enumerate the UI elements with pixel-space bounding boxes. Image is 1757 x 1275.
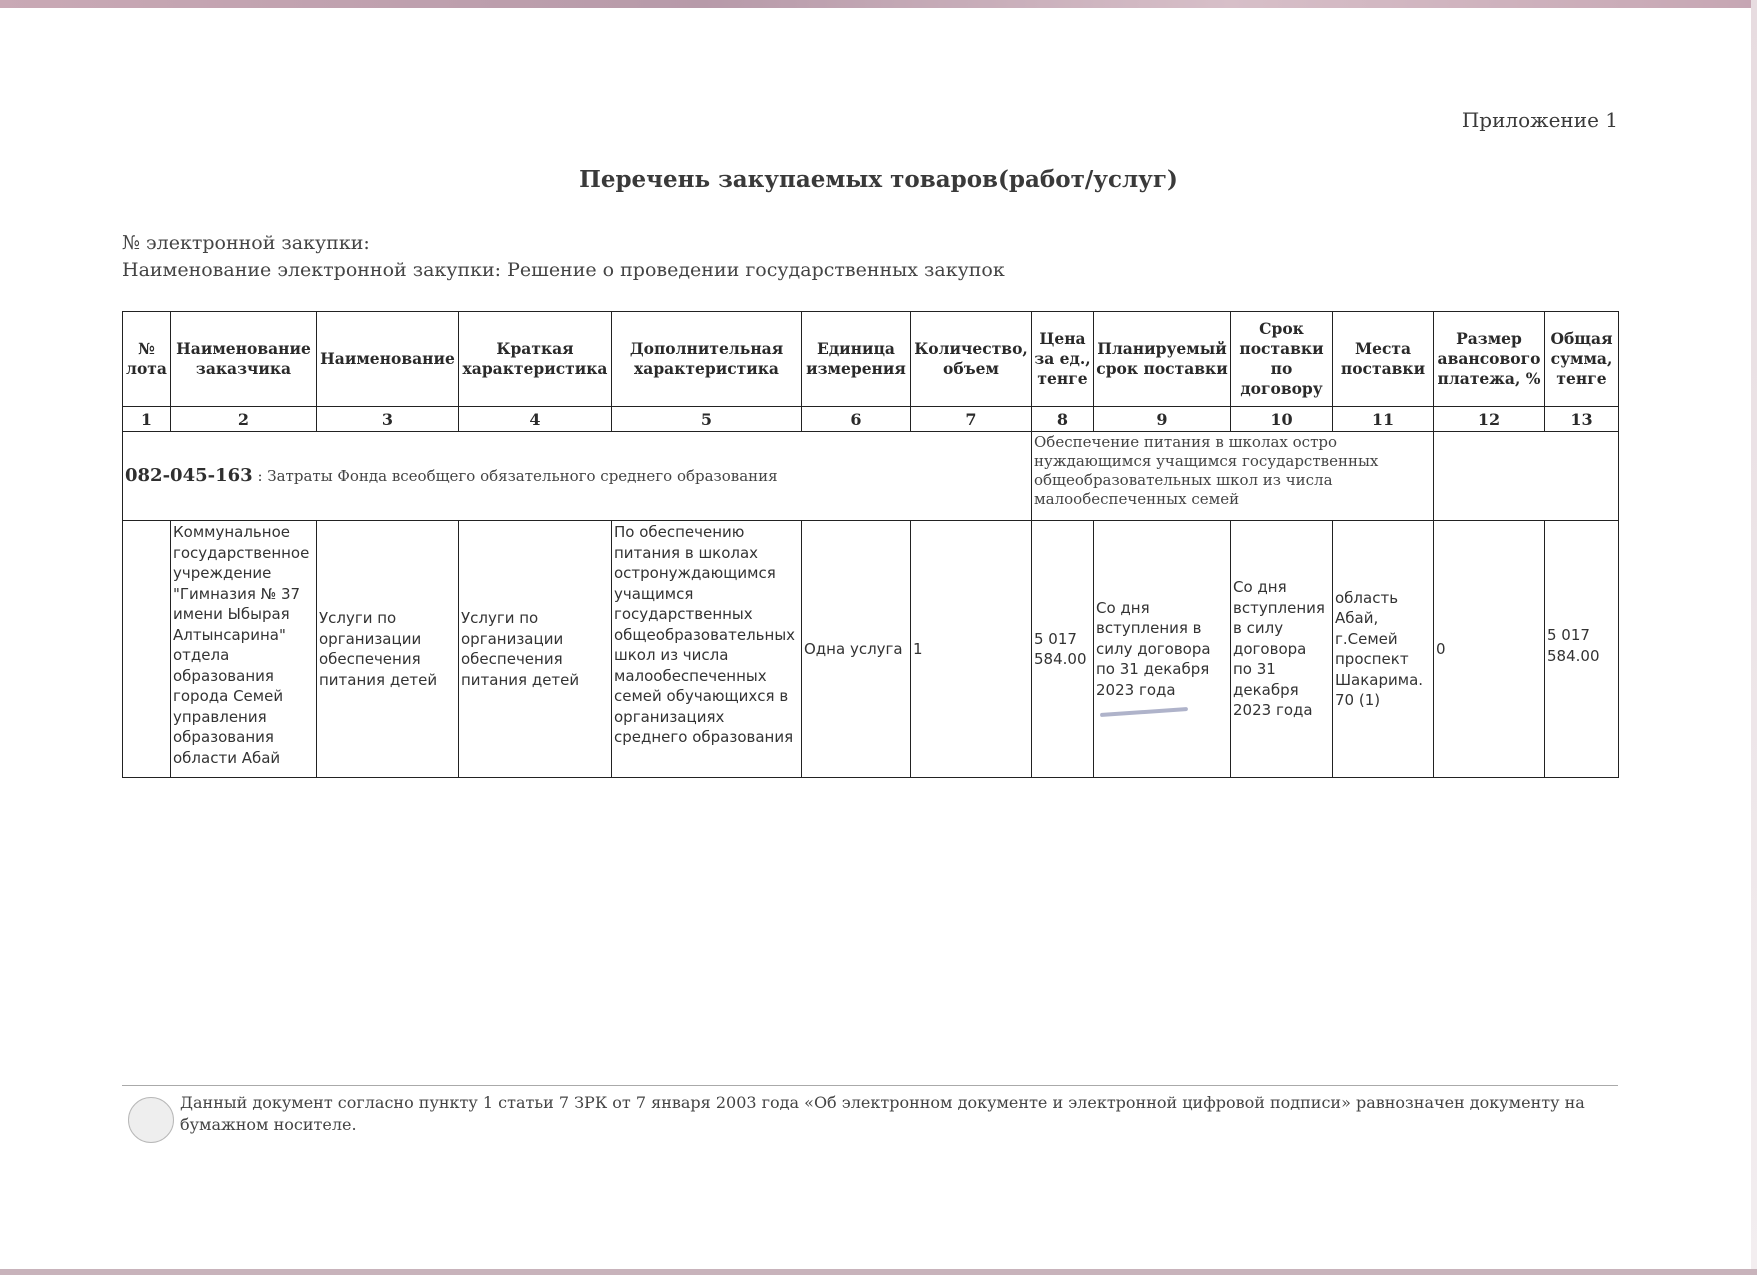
col-num-7: 7 bbox=[911, 407, 1032, 432]
budget-group-cell bbox=[123, 432, 1032, 521]
budget-description: Обеспечение питания в школах остро нуждающимся учащимся государственных общеобразовательных школ из числа малообеспеченных семей bbox=[1032, 432, 1434, 521]
document-title: Перечень закупаемых товаров(работ/услуг) bbox=[579, 166, 1178, 193]
header-planned: Планируемый срок поставки bbox=[1094, 312, 1231, 407]
cell-price: 5 017 584.00 bbox=[1032, 521, 1094, 778]
header-qty: Количество, объем bbox=[911, 312, 1032, 407]
header-customer: Наименование заказчика bbox=[171, 312, 317, 407]
col-num-5: 5 bbox=[612, 407, 802, 432]
procurement-number: № электронной закупки: bbox=[122, 232, 370, 254]
procurement-name: Наименование электронной закупки: Решение о проведении государственных закупок bbox=[122, 259, 1005, 281]
scan-bottom-edge bbox=[0, 1269, 1757, 1275]
cell-short: Услуги по организации обеспечения питания детей bbox=[459, 521, 612, 778]
col-num-12: 12 bbox=[1434, 407, 1545, 432]
col-num-1: 1 bbox=[123, 407, 171, 432]
header-place: Места поставки bbox=[1333, 312, 1434, 407]
appendix-label: Приложение 1 bbox=[1461, 108, 1618, 132]
col-num-8: 8 bbox=[1032, 407, 1094, 432]
col-num-6: 6 bbox=[802, 407, 911, 432]
col-num-3: 3 bbox=[317, 407, 459, 432]
cell-additional: По обеспечению питания в школах остронуждающимся учащимся государственных общеобразовательных школ из числа малообеспеченных семей обучающихся в организациях среднего образования bbox=[612, 521, 802, 778]
footer-legal-note: Данный документ согласно пункту 1 статьи 7 ЗРК от 7 января 2003 года «Об электронном документе и электронной цифровой подписи» равнозначен документу на бумажном носителе. bbox=[180, 1093, 1585, 1134]
col-num-11: 11 bbox=[1333, 407, 1434, 432]
budget-empty-cell bbox=[1434, 432, 1619, 521]
col-num-9: 9 bbox=[1094, 407, 1231, 432]
cell-unit: Одна услуга bbox=[802, 521, 911, 778]
table-row bbox=[123, 521, 1619, 778]
header-price: Цена за ед., тенге bbox=[1032, 312, 1094, 407]
col-num-2: 2 bbox=[171, 407, 317, 432]
col-num-13: 13 bbox=[1545, 407, 1619, 432]
cell-total: 5 017 584.00 bbox=[1545, 521, 1619, 778]
col-num-10: 10 bbox=[1231, 407, 1333, 432]
header-name: Наименование bbox=[317, 312, 459, 407]
cell-qty: 1 bbox=[911, 521, 1032, 778]
cell-contract: Со дня вступления в силу договора по 31 декабря 2023 года bbox=[1231, 521, 1333, 778]
header-advance: Размер авансового платежа, % bbox=[1434, 312, 1545, 407]
header-additional: Дополнительная характеристика bbox=[612, 312, 802, 407]
col-num-4: 4 bbox=[459, 407, 612, 432]
budget-code: 082-045-163 bbox=[125, 465, 253, 486]
scan-top-edge bbox=[0, 0, 1757, 8]
budget-title: : Затраты Фонда всеобщего обязательного среднего образования bbox=[252, 467, 778, 485]
budget-group-row bbox=[123, 432, 1619, 521]
cell-place: область Абай, г.Семей проспект Шакарима. 70 (1) bbox=[1333, 521, 1434, 778]
cell-lot bbox=[123, 521, 171, 778]
header-lot: № лота bbox=[123, 312, 171, 407]
header-total: Общая сумма, тенге bbox=[1545, 312, 1619, 407]
header-contract: Срок поставки по договору bbox=[1231, 312, 1333, 407]
header-row bbox=[123, 312, 1619, 407]
signature-stamp-icon bbox=[128, 1097, 174, 1143]
cell-advance: 0 bbox=[1434, 521, 1545, 778]
cell-name: Услуги по организации обеспечения питания детей bbox=[317, 521, 459, 778]
cell-customer: Коммунальное государственное учреждение "Гимназия № 37 имени Ыбырая Алтынсарина" отдела образования города Семей управления образования области Абай bbox=[171, 521, 317, 778]
footer-divider bbox=[122, 1085, 1618, 1086]
header-unit: Единица измерения bbox=[802, 312, 911, 407]
header-short: Краткая характеристика bbox=[459, 312, 612, 407]
procurement-table bbox=[122, 311, 1619, 778]
column-number-row bbox=[123, 407, 1619, 432]
cell-planned: Со дня вступления в силу договора по 31 декабря 2023 года bbox=[1094, 521, 1231, 778]
